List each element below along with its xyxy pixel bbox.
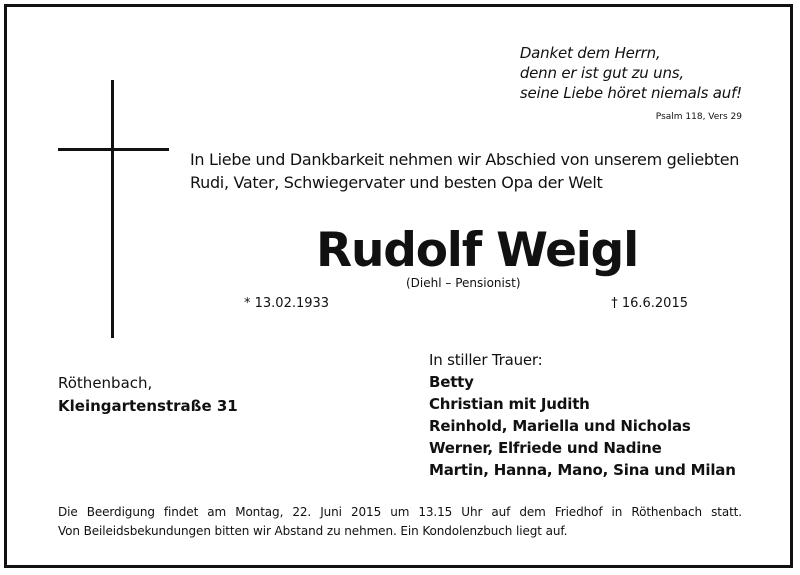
condolence-note: Von Beileidsbekundungen bitten wir Abstand zu nehmen. Ein Kondolenzbuch liegt auf. (58, 524, 568, 538)
psalm-line: seine Liebe höret niemals auf! (519, 84, 742, 102)
intro-text (190, 148, 739, 194)
psalm-quote (520, 43, 742, 103)
cross-icon-horizontal (58, 148, 169, 151)
mourner-name: Reinhold, Mariella und Nicholas (429, 417, 691, 435)
funeral-notice (58, 503, 742, 541)
funeral-details: Die Beerdigung findet am Montag, 22. Juni 2015 um 13.15 Uhr auf dem Friedhof in Röthenbach statt. (58, 505, 742, 519)
mourners-list (429, 349, 736, 481)
deceased-name: Rudolf Weigl (316, 223, 639, 278)
psalm-line: Danket dem Herrn, (519, 44, 661, 62)
death-date: † 16.6.2015 (611, 296, 688, 311)
mourner-name: Betty (429, 373, 474, 391)
address-street: Kleingartenstraße 31 (58, 397, 238, 415)
mourners-heading: In stiller Trauer: (429, 351, 543, 369)
intro-line: In Liebe und Dankbarkeit nehmen wir Abschied von unserem geliebten (190, 150, 740, 169)
birth-date: * 13.02.1933 (244, 296, 330, 311)
psalm-line: denn er ist gut zu uns, (519, 64, 684, 82)
address-city: Röthenbach, (58, 374, 153, 392)
mourner-name: Werner, Elfriede und Nadine (429, 439, 662, 457)
psalm-reference: Psalm 118, Vers 29 (655, 112, 742, 122)
mourner-name: Martin, Hanna, Mano, Sina und Milan (429, 461, 736, 479)
deceased-occupation: (Diehl – Pensionist) (406, 276, 521, 290)
cross-icon-vertical (111, 80, 114, 338)
address-block (58, 372, 238, 418)
intro-line: Rudi, Vater, Schwiegervater und besten Opa der Welt (190, 173, 603, 192)
mourner-name: Christian mit Judith (429, 395, 590, 413)
